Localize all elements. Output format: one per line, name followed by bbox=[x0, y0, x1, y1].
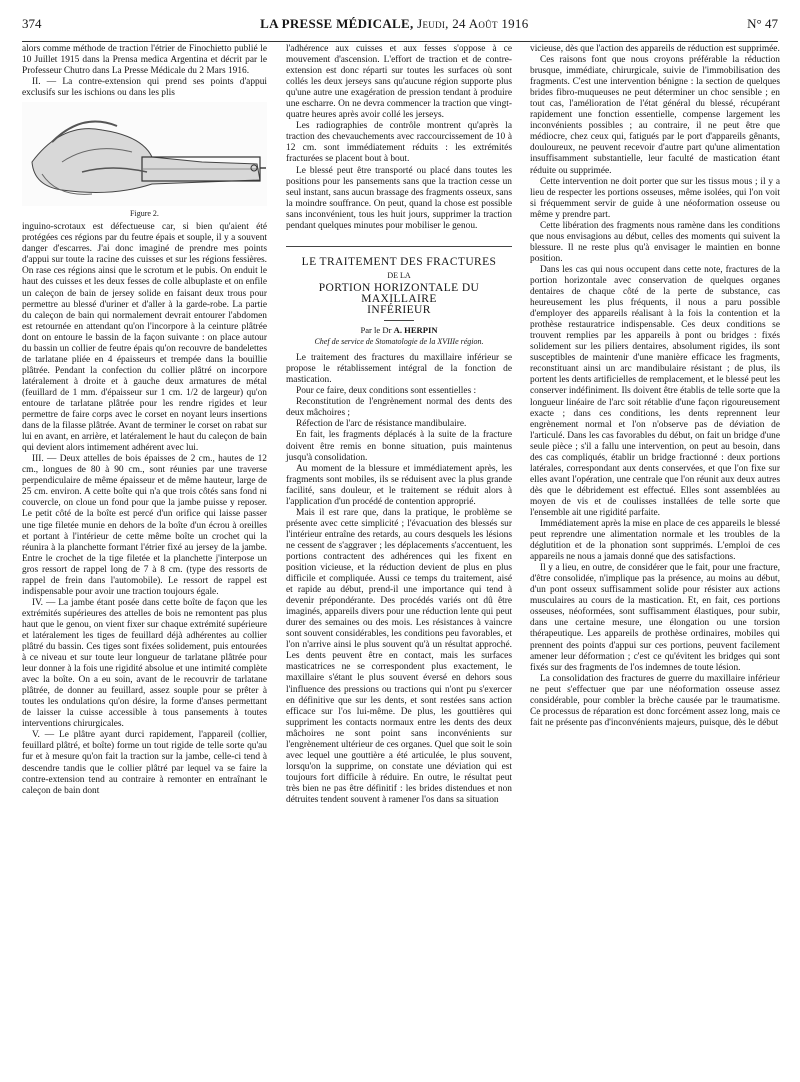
paragraph: alors comme méthode de traction l'étrier de Finochietto publié le 10 Juillet 1915 dans la Prensa medica Argentina et décrit par le Professeur Chutro dans La Presse Médicale du 2 Mars 1916. bbox=[22, 44, 267, 77]
paragraph: Reconstitution de l'engrènement normal des dents des deux mâchoires ; bbox=[286, 397, 512, 419]
paragraph: V. — Le plâtre ayant durci rapidement, l'appareil (collier, feuillard plâtré, et boîte) forme un tout rigide de telle sorte qu'au fur et à mesure qu'on fait la traction sur la jambe, celle-ci tend à descendre tandis que le collier plâtré par lequel va se faire la contre-extension tend au contraire à remonter en entraînant le caleçon de bain dont bbox=[22, 730, 267, 796]
paragraph: Immédiatement après la mise en place de ces appareils le blessé peut reprendre une alimentation normale et les troubles de la déglutition et de la phonation sont supprimés. L'emploi de ces appareils ne nous a jamais donné que des satisfactions. bbox=[530, 519, 780, 563]
column-3 bbox=[530, 44, 780, 729]
paragraph: III. — Deux attelles de bois épaisses de 2 cm., hautes de 12 cm., longues de 80 à 90 cm., sont réunies par une traverse perpendiculaire de même épaisseur et de même hauteur, large de 25 cm. environ. A cette boîte qui n'a que trois côtés sans fond ni couvercle, on cloue un fond pour que la jambe puisse y reposer. Le petit côté de la boîte est percé d'un orifice qui laisse passer une tige filetée munie en dehors de la boîte d'un écrou à oreilles et portant à l'intérieur de cette même boîte un crochet qui la réunira à la planchette formant l'étrier fixé au jersey de la jambe. Entre le crochet de la tige filetée et la planchette j'interpose un gros ressort de rappel long de 7 à 8 cm. (type des ressorts de rappel de frein dans l'automobile). Le ressort de rappel est indispensable pour avoir une traction toujours égale. bbox=[22, 454, 267, 597]
article-title-line-1: LE TRAITEMENT DES FRACTURES bbox=[301, 255, 497, 268]
paragraph: Cette intervention ne doit porter que sur les tissus mous ; il y a lieu de respecter les portions osseuses, même isolées, qui l'on voit si fréquemment servir de guide à une néoformation osseuse ou même y prendre part. bbox=[530, 176, 780, 220]
paragraph: Il y a lieu, en outre, de considérer que le fait, pour une fracture, d'être consolidée, n'implique pas la présence, au moins au début, d'un pont osseux suffisamment solide pour résister aux actions musculaires au cours de la mastication. Et, en fait, ces portions osseuses, néoformées, sont suffisamment élastiques, pour subir, dans une certaine mesure, une élongation ou une torsion thérapeutique. Les appareils de prothèse ordinaires, mobiles qui prennent des points d'appui sur ces portions, peuvent facilement amener leur déformation ; c'est ce qu'évitent les bridges qui sont fixés sur des fragments de l'os indemnes de toute lésion. bbox=[530, 563, 780, 673]
author-name: A. HERPIN bbox=[393, 325, 438, 336]
article-heading bbox=[286, 246, 512, 347]
column-2 bbox=[286, 44, 512, 806]
page-number: 374 bbox=[22, 16, 42, 31]
paragraph: Pour ce faire, deux conditions sont essentielles : bbox=[296, 386, 477, 397]
paragraph: vicieuse, dès que l'action des appareils de réduction est supprimée. bbox=[530, 44, 780, 54]
paragraph: inguino-scrotaux est défectueuse car, si bien qu'aient été protégées ces régions par du feutre épais et souple, il y a souvent danger d'escarres. J'ai donc imaginé de prendre mes points d'appui sur toute la racine des cuisses et sur les régions fessières. On rase ces régions ainsi que le scrotum et le pubis. On enduit le haut des cuisses et les deux fesses de colle albuplaste et on enfile un caleçon de bain de jersey solide en faisant deux trous pour permettre au blessé d'uriner et d'aller à la garde-robe. La partie du caleçon de bain qui normalement devrait entourer l'abdomen est retournée en attendant qu'on l'incorpore à la ceinture plâtrée dont on entoure le bassin de la façon suivante : on place autour du bassin un collier de feutre épais qu'on recouvre de bandelettes de tarlatane pliée en 4 épaisseurs et trempée dans la bouillie plâtrée. Pendant la confection du collier plâtré on incorpore latéralement à droite et à gauche deux armatures de métal (feuillard de 1 mm. d'épaisseur sur 1 cm. 1/2 de largeur) qu'on entoure de tarlatane plâtrée pour les rendre rigides et leur permettre de faire corps avec le corset en noyant leurs insertions dans de la filasse plâtrée. Avant de terminer le corset on rabat sur lui en avant, en arrière, et latéralement le haut du caleçon de bain qui devient alors intimement adhérent avec lui. bbox=[22, 222, 267, 454]
author-affiliation: Chef de service de Stomatologie de la XVIIIe région. bbox=[314, 337, 484, 347]
article-title-line-4: INFÉRIEUR bbox=[367, 303, 431, 316]
paragraph: IV. — La jambe étant posée dans cette boîte de façon que les extrémités supérieures des attelles de bois ne remontent pas plus haut que le genou, on vient fixer sur chaque extrémité supérieure et latéralement les tiges de feuillard déjà adhérentes au collier plâtré du bassin. Ces tiges sont fixées solidement, puis entourées à ce niveau et sur toute leur longueur de tarlatane plâtrée pour leur donner à la fois une rigidité absolue et une intimité complète avec la boîte. On a eu soin, avant de le recouvrir de tarlatane plâtrée, de donner au feuillard, assez souple pour se prêter à toutes les ondulations qu'on désire, la forme d'anses permettant de laisser la cuisse accessible à tous pansements à toutes interventions chirurgicales. bbox=[22, 597, 267, 730]
paragraph: Au moment de la blessure et immédiatement après, les fragments sont mobiles, ils se réduisent avec la plus grande facilité, sans douleur, et le traitement se réduit alors à l'application d'un procédé de contention approprié. bbox=[286, 463, 512, 507]
paragraph: Dans les cas qui nous occupent dans cette note, fractures de la portion horizontale avec conservation de quelques organes dentaires de chaque côté de la perte de substance, cas heureusement les plus fréquents, il nous a paru possible d'employer des appareils réalisant à la fois la contention et la prothèse restauratrice indispensable. Ces deux conditions se trouvent remplies par les appareils à pont ou bridges : fixés solidement sur les piliers dentaires, absolument rigides, ils sont susceptibles de maintenir d'une manière efficace les fragments, reconstituant ainsi un arc mandibulaire résistant ; de plus, ils portent les dents artificielles de remplacement, et le blessé peut les conserver indéfiniment. Ils doivent être établis de telle sorte que la longueur linéaire de l'arc soit rétablie d'une façon rigoureusement exacte ; dans ces conditions, les dents reprennent leur engrènement normal et l'on n'observe pas de déviation de l'articulé. Dans les cas favorables du début, on fait un bridge d'une seule pièce ; s'il a fallu une intervention, on peut au besoin, dans des cas compliqués, établir un bridge fractionné : deux portions latérales, correspondant aux dents conservées, et que l'on fixe sur elles avant l'opération, une centrale que l'on réunit aux deux autres dès que le débridement est effectué. Elles sont assemblées au moyen de vis et de coulisses installées de telle sorte que l'ensemble ait une rigidité parfaite. bbox=[530, 264, 780, 518]
paragraph: Le blessé peut être transporté ou placé dans toutes les positions pour les pansements sans que la traction cesse un seul instant, sans aucun brassage des fragments osseux, sans la moindre souffrance. On peut, quand la chose est possible sans inconvénient, tous les huit jours, supprimer la traction pendant quelques minutes pour mobiliser le genou. bbox=[286, 165, 512, 231]
column-1 bbox=[22, 44, 267, 797]
issue-date: Jeudi, 24 Août 1916 bbox=[417, 16, 529, 31]
paragraph: En fait, les fragments déplacés à la suite de la fracture doivent être remis en bonne situation, puis maintenus jusqu'à consolidation. bbox=[286, 430, 512, 463]
article-title-line-3: PORTION HORIZONTALE DU MAXILLAIRE bbox=[318, 281, 480, 305]
article-title-line-2: DE LA bbox=[387, 270, 411, 280]
figure-2 bbox=[22, 102, 267, 220]
paragraph: Mais il est rare que, dans la pratique, le problème se présente avec cette simplicité ; l'évacuation des blessés sur l'intérieur entraîne des retards, au cours desquels les lésions ne cessent de s'aggraver ; les déplacements s'accentuent, les portions contractent des adhérences qui les fixent en position vicieuse, et la réduction devient de plus en plus difficile et compliquée. Aussi ce temps du traitement, aisé et rapide au début, prend-il une importance qui tend à devenir prépondérante. Des procédés variés ont dû être imaginés, appareils divers pour une réduction lente qui peut durer des semaines ou des mois. Les résistances à vaincre sont souvent considérables, les conditions peu favorables, et l'on n'arrive ainsi le plus souvent qu'à un résultat approché. Les dents peuvent être en contact, mais les surfaces masticatrices ne se correspondent plus exactement, le maxillaire s'étant le plus souvent éversé en dehors sous l'influence des pressions ou tractions qui n'ont pu s'exercer en définitive que sur les dents, et sont restées sans action efficace sur l'os lui-même. De plus, les gouttières qui suppriment les contacts normaux entre les dents des deux mâchoires ne sont point sans inconvénients sur l'engrènement ultérieur de ces organes. Quel que soit le soin avec lequel une gouttière a été articulée, le plus souvent, lorsqu'on la supprime, on constate une déviation qui est toujours fort difficile à réduire. En outre, le résultat peut très bien ne pas être définitif : les brides distendues et non détruites tendent souvent à ramener l'os dans sa situation bbox=[286, 507, 512, 805]
journal-title: LA PRESSE MÉDICALE, Jeudi, 24 Août 1916 bbox=[260, 16, 529, 31]
figure-caption: Figure 2. bbox=[130, 209, 159, 219]
paragraph: l'adhérence aux cuisses et aux fesses s'oppose à ce mouvement d'ascension. L'effort de traction et de contre-extension est donc réparti sur toutes les surfaces où sont collés les deux jerseys sans qu'aucune région supporte plus qu'une autre une exagération de pression tendant à produire une escharre. On ne devra commencer la traction que vingt-quatre heures après avoir collé les jerseys. bbox=[286, 44, 512, 121]
paragraph: II. — La contre-extension qui prend ses points d'appui exclusifs sur les ischions ou dans les plis bbox=[22, 77, 267, 99]
paragraph: Les radiographies de contrôle montrent qu'après la traction des chevauchements avec raccourcissement de 10 à 12 cm. sont immédiatement réduits : les extrémités fracturées se placent bout à bout. bbox=[286, 121, 512, 165]
paragraph: La consolidation des fractures de guerre du maxillaire inférieur ne peut s'effectuer que par une néoformation osseuse assez considérable, pour combler la brèche causée par le traumatisme. Ce processus de réparation est donc forcément assez long, mais ce fait ne présente pas d'inconvénients majeurs, puisque, dès le début bbox=[530, 673, 780, 728]
author-prefix: Par le Dr bbox=[360, 325, 392, 336]
issue-number: N° 47 bbox=[747, 16, 778, 31]
author-line bbox=[286, 325, 512, 336]
paragraph: Cette libération des fragments nous ramène dans les conditions que nous envisagions au début, celles des moments qui suivent la blessure. Il ne reste plus qu'à envisager le maintien en bonne position. bbox=[530, 220, 780, 264]
divider bbox=[384, 320, 414, 321]
journal-name: LA PRESSE MÉDICALE bbox=[260, 16, 410, 31]
paragraph: Réfection de l'arc de résistance mandibulaire. bbox=[296, 419, 467, 430]
paragraph: Ces raisons font que nous croyons préférable la réduction brusque, immédiate, chirurgicale, suivie de l'immobilisation des fragments. C'est une intervention bénigne : la section de quelques brides fibro-muqueuses ne peut déterminer un choc sensible ; en tout cas, l'amélioration de l'état général du blessé, récupérant rapidement une fonction essentielle, compense largement les inconvénients possibles ; au contraire, il ne peut être que médiocre, chez ceux qui, fatigués par le port d'appareils gênants, douloureux, ne peuvent recevoir d'autre part qu'une alimentation insuffisamment substantielle, leur faculté de mastication étant réduite ou supprimée. bbox=[530, 55, 780, 176]
page-header bbox=[22, 16, 778, 42]
paragraph: Le traitement des fractures du maxillaire inférieur se propose le rétablissement intégral de la fonction de mastication. bbox=[286, 353, 512, 386]
traction-apparatus-illustration bbox=[22, 102, 267, 206]
